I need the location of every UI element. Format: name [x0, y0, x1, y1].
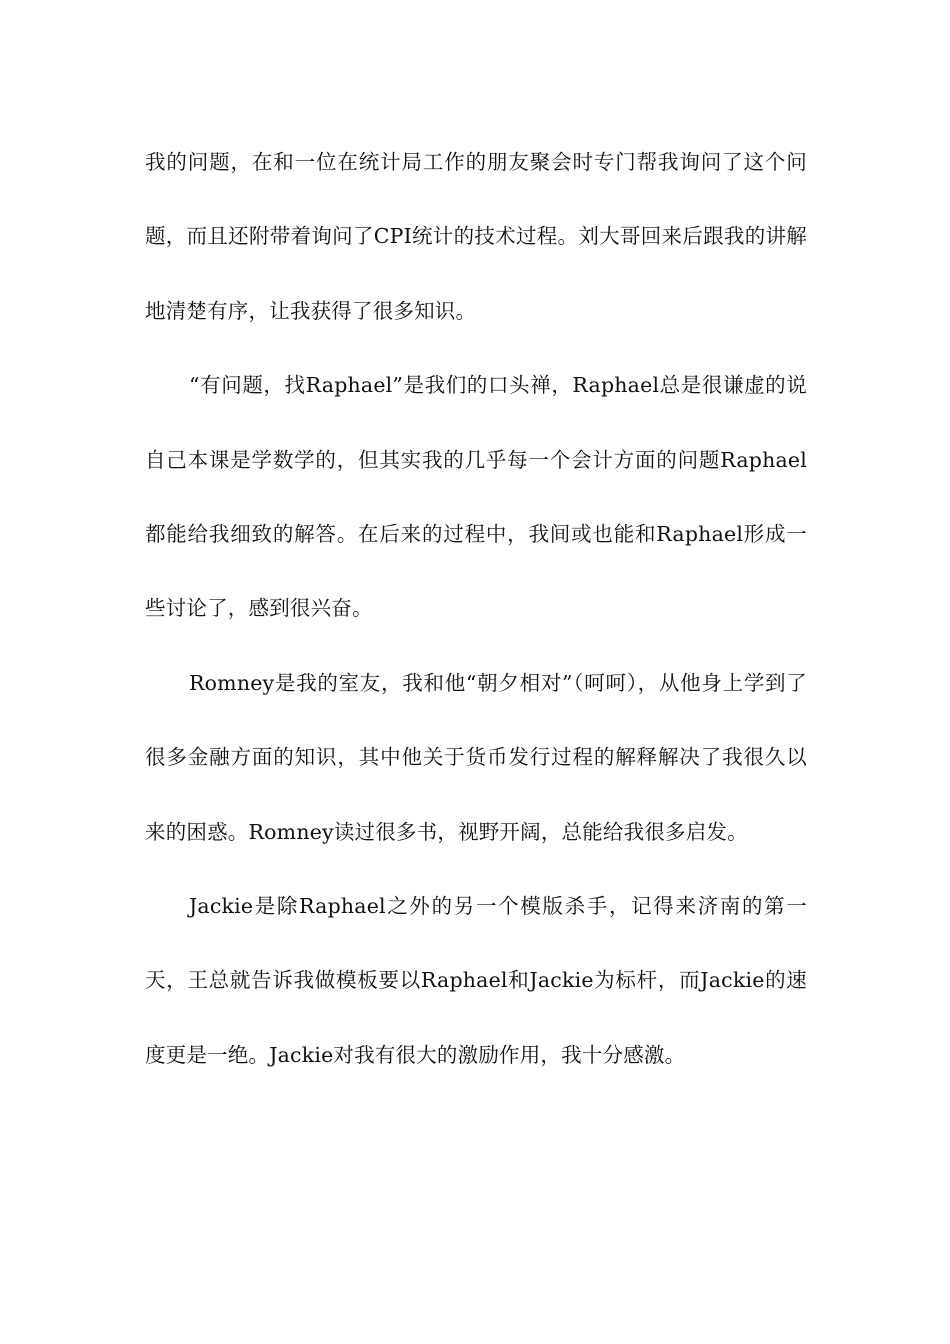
paragraph-jackie: Jackie是除Raphael之外的另一个模版杀手，记得来济南的第一天，王总就告诉我做模板要以Raphael和Jackie为标杆，而Jackie的速度更是一绝。Jackie对我有很大的激励作用，我十分感激。: [145, 894, 807, 1067]
paragraph-raphael: “有问题，找Raphael”是我们的口头禅，Raphael总是很谦虚的说自己本课是学数学的，但其实我的几乎每一个会计方面的问题Raphael都能给我细致的解答。在后来的过程中，我间或也能和Raphael形成一些讨论了，感到很兴奋。: [145, 373, 807, 621]
paragraph-romney: Romney是我的室友，我和他“朝夕相对”（呵呵），从他身上学到了很多金融方面的知识，其中他关于货币发行过程的解释解决了我很久以来的困惑。Romney读过很多书，视野开阔，总能给我很多启发。: [145, 670, 807, 844]
body-text: [145, 125, 807, 1092]
paragraph-cpi-question: 我的问题，在和一位在统计局工作的朋友聚会时专门帮我询问了这个问题，而且还附带着询问了CPI统计的技术过程。刘大哥回来后跟我的讲解地清楚有序，让我获得了很多知识。: [145, 150, 807, 323]
